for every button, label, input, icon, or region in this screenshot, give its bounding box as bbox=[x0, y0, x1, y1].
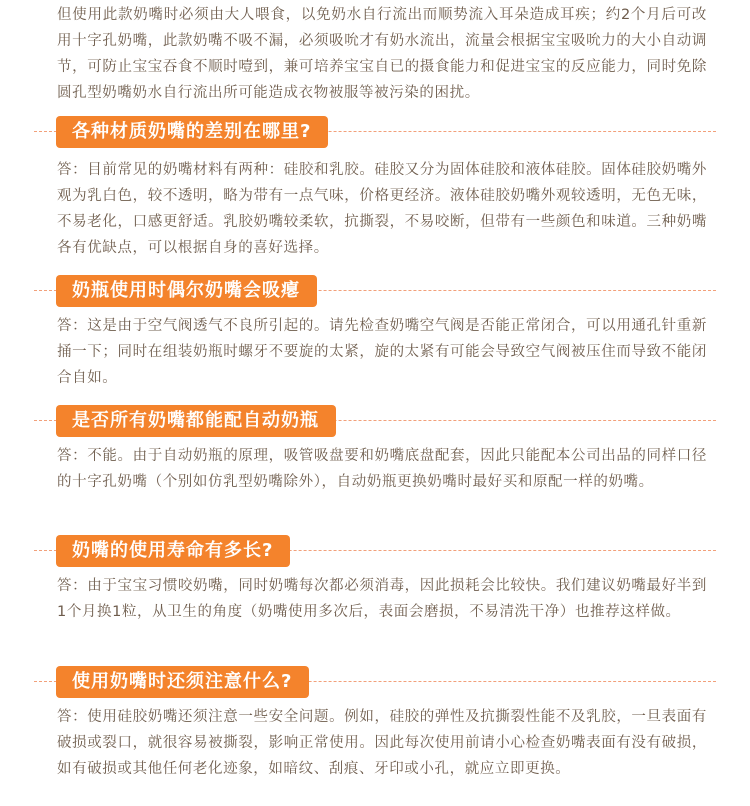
section-title-badge: 奶瓶使用时偶尔奶嘴会吸瘪 bbox=[56, 275, 317, 307]
section-title-badge: 是否所有奶嘴都能配自动奶瓶 bbox=[56, 405, 336, 437]
section-title-badge: 各种材质奶嘴的差别在哪里? bbox=[56, 116, 328, 148]
section-title-badge: 使用奶嘴时还须注意什么? bbox=[56, 666, 309, 698]
section-title-badge: 奶嘴的使用寿命有多长? bbox=[56, 535, 290, 567]
answer-paragraph-lifespan: 答：由于宝宝习惯咬奶嘴，同时奶嘴每次都必须消毒，因此损耗会比较快。我们建议奶嘴最好半到1个月换1粒，从卫生的角度（奶嘴使用多次后，表面会磨损，不易清洗干净）也推荐这样做。 bbox=[57, 578, 707, 620]
section-heading-collapse bbox=[0, 275, 750, 307]
section-heading-material bbox=[0, 116, 750, 148]
section-heading-lifespan bbox=[0, 535, 750, 567]
section-heading-auto-bottle bbox=[0, 405, 750, 437]
answer-paragraph-auto-bottle: 答：不能。由于自动奶瓶的原理，吸管吸盘要和奶嘴底盘配套，因此只能配本公司出品的同样口径的十字孔奶嘴（个别如仿乳型奶嘴除外），自动奶瓶更换奶嘴时最好买和原配一样的奶嘴。 bbox=[57, 448, 707, 490]
section-heading-precautions bbox=[0, 666, 750, 698]
answer-paragraph-precautions: 答：使用硅胶奶嘴还须注意一些安全问题。例如，硅胶的弹性及抗撕裂性能不及乳胶，一旦表面有破损或裂口，就很容易被撕裂，影响正常使用。因此每次使用前请小心检查奶嘴表面有没有破损，如有破损或其他任何老化迹象，如暗纹、刮痕、牙印或小孔，就应立即更换。 bbox=[57, 709, 707, 777]
answer-paragraph-material: 答：目前常见的奶嘴材料有两种：硅胶和乳胶。硅胶又分为固体硅胶和液体硅胶。固体硅胶奶嘴外观为乳白色，较不透明，略为带有一点气味，价格更经济。液体硅胶奶嘴外观较透明，无色无味，不易老化，口感更舒适。乳胶奶嘴较柔软，抗撕裂，不易咬断，但带有一些颜色和味道。三种奶嘴各有优缺点，可以根据自身的喜好选择。 bbox=[57, 162, 707, 256]
answer-paragraph-collapse: 答：这是由于空气阀透气不良所引起的。请先检查奶嘴空气阀是否能正常闭合，可以用通孔针重新捅一下；同时在组装奶瓶时螺牙不要旋的太紧，旋的太紧有可能会导致空气阀被压住而导致不能闭合自如。 bbox=[57, 318, 707, 386]
intro-paragraph: 但使用此款奶嘴时必须由大人喂食，以免奶水自行流出而顺势流入耳朵造成耳疾；约2个月后可改用十字孔奶嘴，此款奶嘴不吸不漏，必须吸吮才有奶水流出，流量会根据宝宝吸吮力的大小自动调节，可防止宝宝吞食不顺时噎到，兼可培养宝宝自已的摄食能力和促进宝宝的反应能力，同时免除圆孔型奶嘴奶水自行流出所可能造成衣物被服等被污染的困扰。 bbox=[57, 7, 707, 101]
